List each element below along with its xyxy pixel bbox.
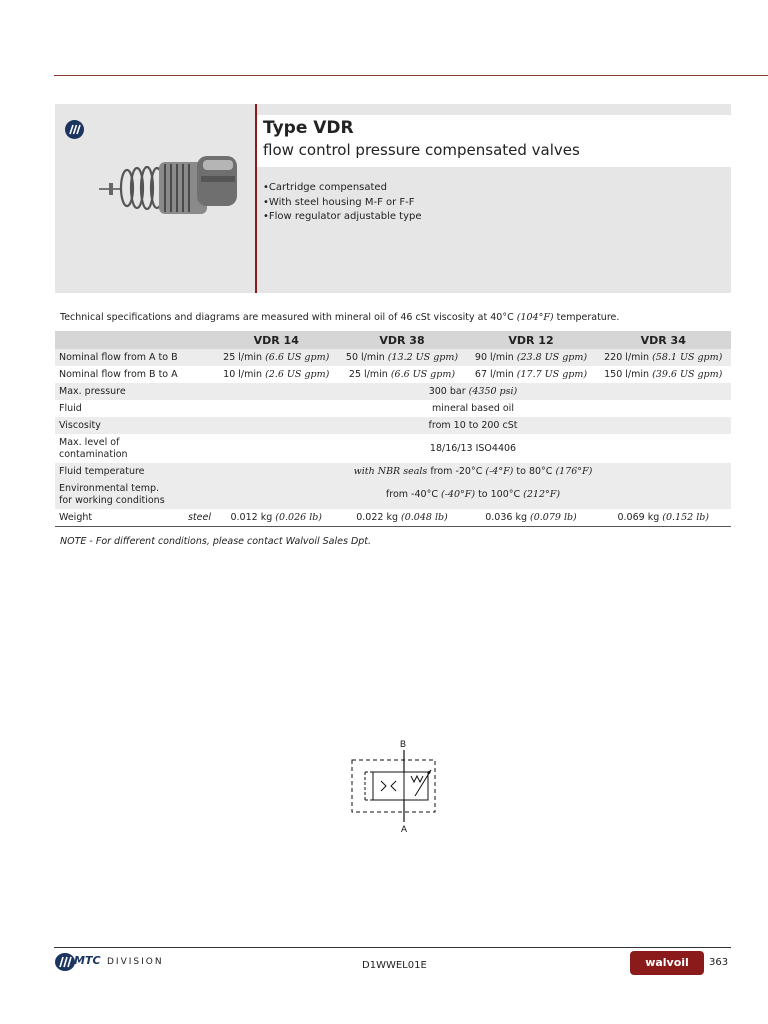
header-panel <box>55 104 731 293</box>
port-b-label: B <box>400 739 407 749</box>
hydraulic-symbol-diagram <box>345 736 445 836</box>
table-row <box>55 509 731 527</box>
table-cell: 90 l/min (23.8 US gpm) <box>467 349 596 366</box>
note-text: NOTE - For different conditions, please contact Walvoil Sales Dpt. <box>60 536 372 547</box>
table-row <box>55 463 731 480</box>
mtc-logo-icon <box>65 120 84 139</box>
row-label: Weight steel <box>55 509 215 527</box>
table-cell: 0.012 kg (0.026 lb) <box>215 509 338 527</box>
table-header-blank <box>55 331 215 349</box>
row-label: Nominal flow from A to B <box>55 349 215 366</box>
table-cell: 220 l/min (58.1 US gpm) <box>596 349 732 366</box>
division-text: DIVISION <box>107 957 164 967</box>
row-label: Max. pressure <box>55 383 215 400</box>
spec-note-imperial: (104°F) <box>516 312 554 323</box>
top-divider-line <box>54 75 768 76</box>
table-cell: 0.069 kg (0.152 lb) <box>596 509 732 527</box>
row-label: Environmental temp. for working conditions <box>55 480 215 509</box>
row-label: Fluid <box>59 402 82 414</box>
mtc-logo-text: MTC <box>74 954 101 967</box>
table-row <box>55 400 731 417</box>
table-cell: 50 l/min (13.2 US gpm) <box>338 349 467 366</box>
row-label: Fluid temperature <box>55 463 215 480</box>
spec-conditions-text <box>60 312 619 323</box>
table-cell: 67 l/min (17.7 US gpm) <box>474 368 588 380</box>
cartridge-valve-image <box>97 150 247 220</box>
table-row <box>55 366 731 383</box>
row-label: Max. level of contamination <box>59 436 128 460</box>
spec-note-suffix: temperature. <box>553 312 620 323</box>
table-row <box>55 349 731 366</box>
table-cell: from -40°C (-40°F) to 100°C (212°F) <box>215 480 731 509</box>
table-cell: 300 bar (4350 psi) <box>215 383 731 400</box>
product-image-area <box>55 104 255 293</box>
feature-item: • Flow regulator adjustable type <box>263 210 422 225</box>
walvoil-logo: walvoil <box>630 951 704 975</box>
table-row <box>55 434 731 463</box>
table-row <box>55 480 731 509</box>
table-cell: 10 l/min (2.6 US gpm) <box>223 368 330 380</box>
column-header: VDR 34 <box>596 331 732 349</box>
table-header-row <box>55 331 731 349</box>
page-number: 363 <box>709 957 729 968</box>
table-cell: 25 l/min (6.6 US gpm) <box>215 349 338 366</box>
table-cell: 150 l/min (39.6 US gpm) <box>604 368 723 380</box>
table-cell: 18/16/13 ISO4406 <box>429 442 517 454</box>
table-row <box>55 417 731 434</box>
table-cell: 0.036 kg (0.079 lb) <box>467 509 596 527</box>
table-cell: from 10 to 200 cSt <box>215 417 731 434</box>
table-cell: with NBR seals from -20°C (-4°F) to 80°C (176°F) <box>215 463 731 480</box>
table-row <box>55 383 731 400</box>
row-label: Viscosity <box>55 417 215 434</box>
port-a-label: A <box>401 824 408 834</box>
row-label: Nominal flow from B to A <box>59 368 178 380</box>
table-cell: 0.022 kg (0.048 lb) <box>338 509 467 527</box>
mtc-division-logo-icon <box>55 953 75 971</box>
table-cell: 25 l/min (6.6 US gpm) <box>348 368 456 380</box>
page-title: Type VDR <box>263 118 354 138</box>
column-header: VDR 12 <box>467 331 596 349</box>
column-header: VDR 38 <box>338 331 467 349</box>
footer-divider-line <box>54 947 731 948</box>
page-subtitle: flow control pressure compensated valves <box>263 141 580 159</box>
spec-note-prefix: Technical specifications and diagrams are measured with mineral oil of 46 cSt viscosity at 40°C <box>60 312 517 323</box>
feature-item: • With steel housing M-F or F-F <box>263 196 422 211</box>
column-header: VDR 14 <box>215 331 338 349</box>
header-text-area <box>257 104 731 293</box>
table-cell: mineral based oil <box>432 402 514 414</box>
spec-table <box>55 331 731 527</box>
feature-list <box>263 181 422 225</box>
title-block <box>257 115 731 167</box>
document-code: D1WWEL01E <box>362 960 427 971</box>
feature-item: • Cartridge compensated <box>263 181 422 196</box>
